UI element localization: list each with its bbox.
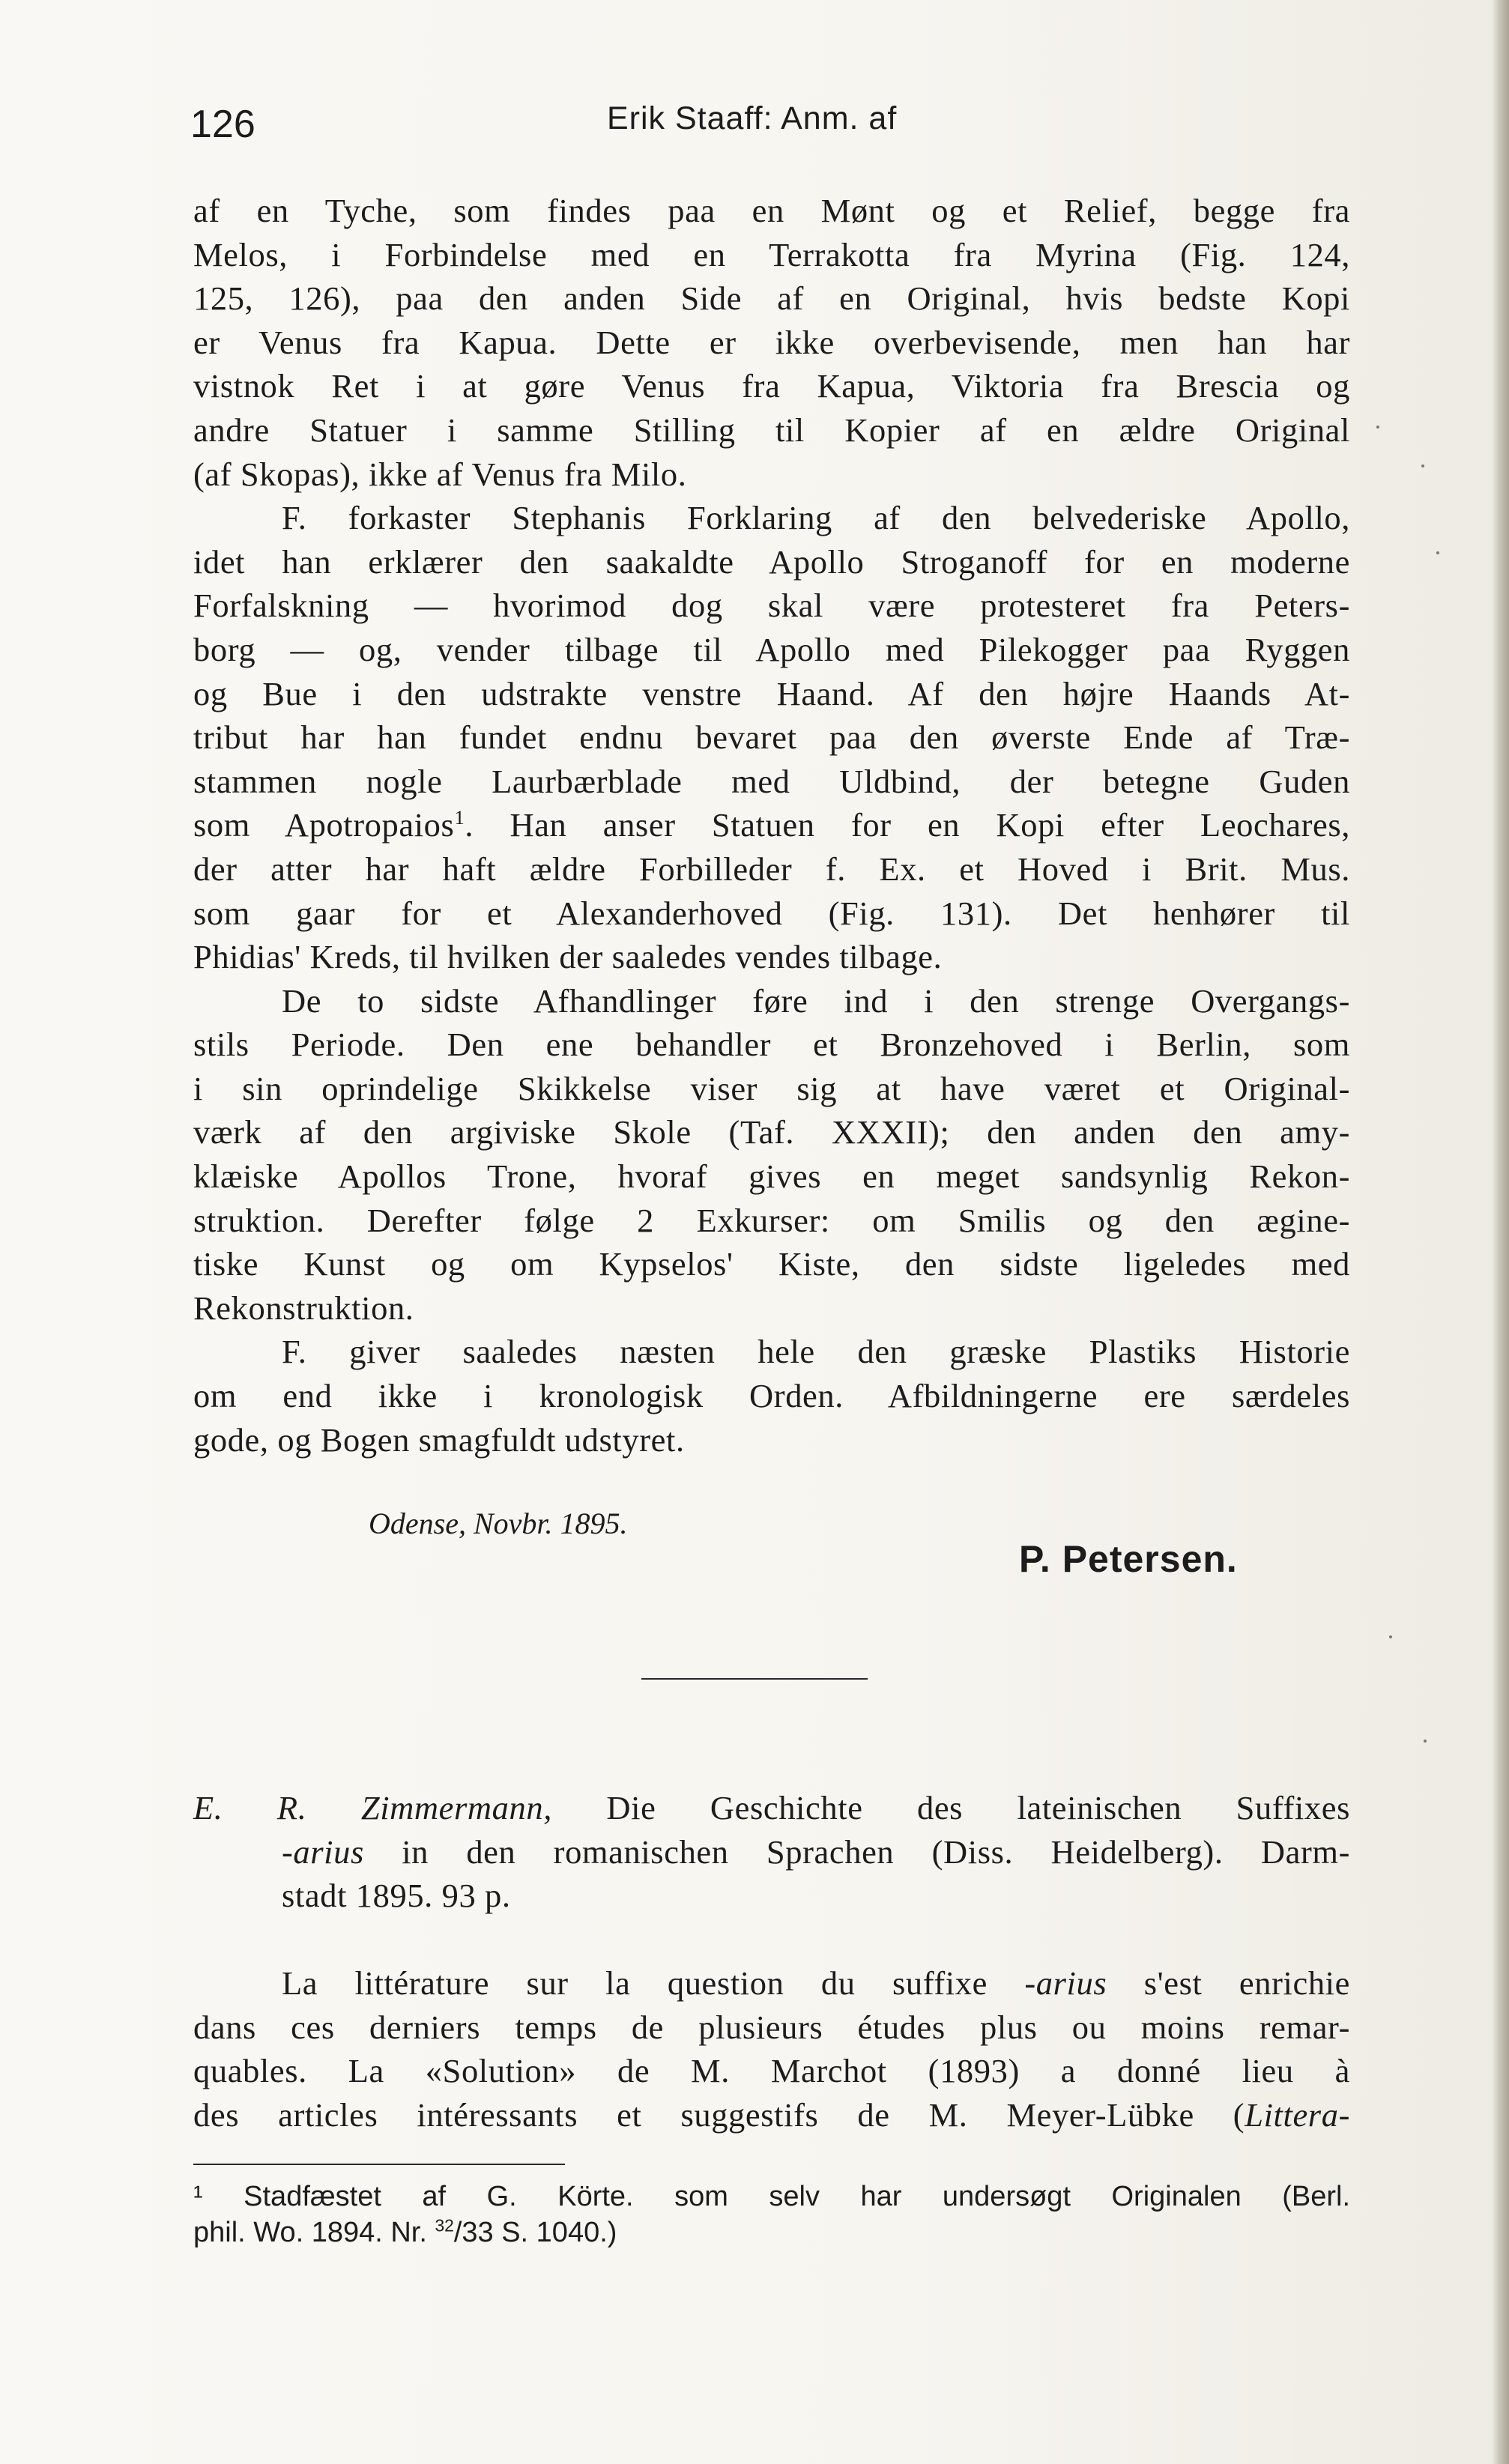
paragraph-3 (193, 979, 1350, 1331)
review-title-line (193, 1830, 1350, 1874)
text-line: andre Statuer i samme Stilling til Kopier af en ældre Original (193, 411, 1350, 449)
superscript: 32 (435, 2215, 454, 2236)
page-edge-shadow (1493, 0, 1509, 2464)
text-segment: . Han anser Statuen for en Kopi efter Leochares, (465, 806, 1350, 844)
review-heading (193, 1786, 1350, 1918)
text-line: idet han erklærer den saakaldte Apollo Stroganoff for en moderne (193, 542, 1350, 581)
text-line: 125, 126), paa den anden Side af en Original, hvis bedste Kopi (193, 279, 1350, 318)
text-segment: phil. Wo. 1894. Nr. (193, 2217, 435, 2248)
text-segment: La littérature sur la question du suffixe (282, 1964, 988, 2002)
page-number: 126 (190, 103, 255, 146)
review-title-line (193, 1786, 1350, 1830)
review-body (193, 1961, 1350, 2137)
review-title-line: stadt 1895. 93 p. (282, 1877, 511, 1915)
text-line: stils Periode. Den ene behandler et Bronzehoved i Berlin, som (193, 1026, 1350, 1064)
text-line (193, 2093, 1350, 2137)
text-line: De to sidste Afhandlinger føre ind i den strenge Overgangs- (282, 981, 1350, 1020)
text-line (193, 1961, 1350, 2006)
footnote-line (193, 2215, 1350, 2250)
review-author: E. R. Zimmermann, (193, 1789, 552, 1826)
text-line: der atter har haft ældre Forbilleder f. Ex. et Hoved i Brit. Mus. (193, 850, 1350, 888)
footnote-divider (193, 2164, 565, 2165)
speck (1389, 1635, 1392, 1638)
text-line: Forfalskning — hvorimod dog skal være protesteret fra Peters- (193, 587, 1350, 625)
footnote (193, 2179, 1350, 2250)
running-head: Erik Staaff: Anm. af (607, 100, 898, 136)
text-line: vistnok Ret i at gøre Venus fra Kapua, Viktoria fra Brescia og (193, 367, 1350, 405)
speck (1421, 464, 1424, 467)
text-line: F. forkaster Stephanis Forklaring af den belvederiske Apollo, (282, 499, 1350, 537)
paragraph-4 (193, 1330, 1350, 1462)
text-line: (af Skopas), ikke af Venus fra Milo. (193, 455, 687, 493)
text-line: gode, og Bogen smagfuldt udstyret. (193, 1420, 685, 1459)
footnote-reference: 1 (454, 806, 465, 829)
article-body (193, 189, 1350, 1462)
speck (1376, 426, 1379, 429)
text-segment: s'est enrichie (1143, 1964, 1351, 2002)
speck (1436, 551, 1439, 554)
text-line: klæiske Apollos Trone, hvoraf gives en meget sandsynlig Rekon- (193, 1157, 1350, 1196)
text-line: og Bue i den udstrakte venstre Haand. Af den højre Haands At- (193, 674, 1350, 712)
text-line: quables. La «Solution» de M. Marchot (1893) a donné lieu à (193, 2052, 1350, 2090)
suffix-term: -arius (282, 1832, 364, 1871)
paragraph-1 (193, 189, 1350, 496)
text-segment: /33 S. 1040.) (453, 2217, 617, 2248)
text-line: borg — og, vender tilbage til Apollo med Pilekogger paa Ryggen (193, 630, 1350, 668)
text-line: stammen nogle Laurbærblade med Uldbind, der betegne Guden (193, 762, 1350, 800)
text-line: som gaar for et Alexanderhoved (Fig. 131). Det henhører til (193, 894, 1350, 932)
text-line: Melos, i Forbindelse med en Terrakotta fra Myrina (Fig. 124, (193, 235, 1350, 273)
signature: P. Petersen. (1019, 1538, 1238, 1580)
text-line: tribut har han fundet endnu bevaret paa den øverste Ende af Træ- (193, 718, 1350, 757)
text-line: F. giver saaledes næsten hele den græske Plastiks Historie (282, 1333, 1350, 1371)
text-line: i sin oprindelige Skikkelse viser sig at have været et Original- (193, 1069, 1350, 1107)
text-line: Phidias' Kreds, til hvilken der saaledes vendes tilbage. (193, 938, 943, 976)
text-segment: in den romanischen Sprachen (Diss. Heidelberg). Darm- (402, 1832, 1350, 1871)
footnote-line: ¹ Stadfæstet af G. Körte. som selv har undersøgt Originalen (Berl. (193, 2181, 1350, 2212)
text-line-with-footnote-ref (193, 803, 1350, 847)
text-line: om end ikke i kronologisk Orden. Afbildningerne ere særdeles (193, 1377, 1350, 1415)
text-line: Rekonstruktion. (193, 1289, 414, 1327)
text-segment-italic: Littera- (1245, 2095, 1350, 2134)
section-divider (641, 1678, 868, 1680)
paragraph-2 (193, 496, 1350, 979)
dateline: Odense, Novbr. 1895. (369, 1507, 628, 1540)
text-line: tiske Kunst og om Kypselos' Kiste, den sidste ligeledes med (193, 1245, 1350, 1283)
text-line: er Venus fra Kapua. Dette er ikke overbevisende, men han har (193, 323, 1350, 361)
suffix-term: -arius (1024, 1964, 1107, 2002)
text-line: værk af den argiviske Skole (Taf. XXXII); den anden den amy- (193, 1113, 1350, 1151)
text-segment: som Apotropaios (193, 806, 455, 844)
text-segment: Die Geschichte des lateinischen Suffixes (606, 1789, 1350, 1826)
text-line: af en Tyche, som findes paa en Mønt og et Relief, begge fra (193, 192, 1350, 229)
text-segment: des articles intéressants et suggestifs de M. Meyer-Lübke ( (193, 2095, 1245, 2134)
text-line: struktion. Derefter følge 2 Exkurser: om Smilis og den ægine- (193, 1201, 1350, 1239)
speck (1424, 1740, 1427, 1743)
text-line: dans ces derniers temps de plusieurs études plus ou moins remar- (193, 2008, 1350, 2046)
page-header (190, 93, 1352, 153)
